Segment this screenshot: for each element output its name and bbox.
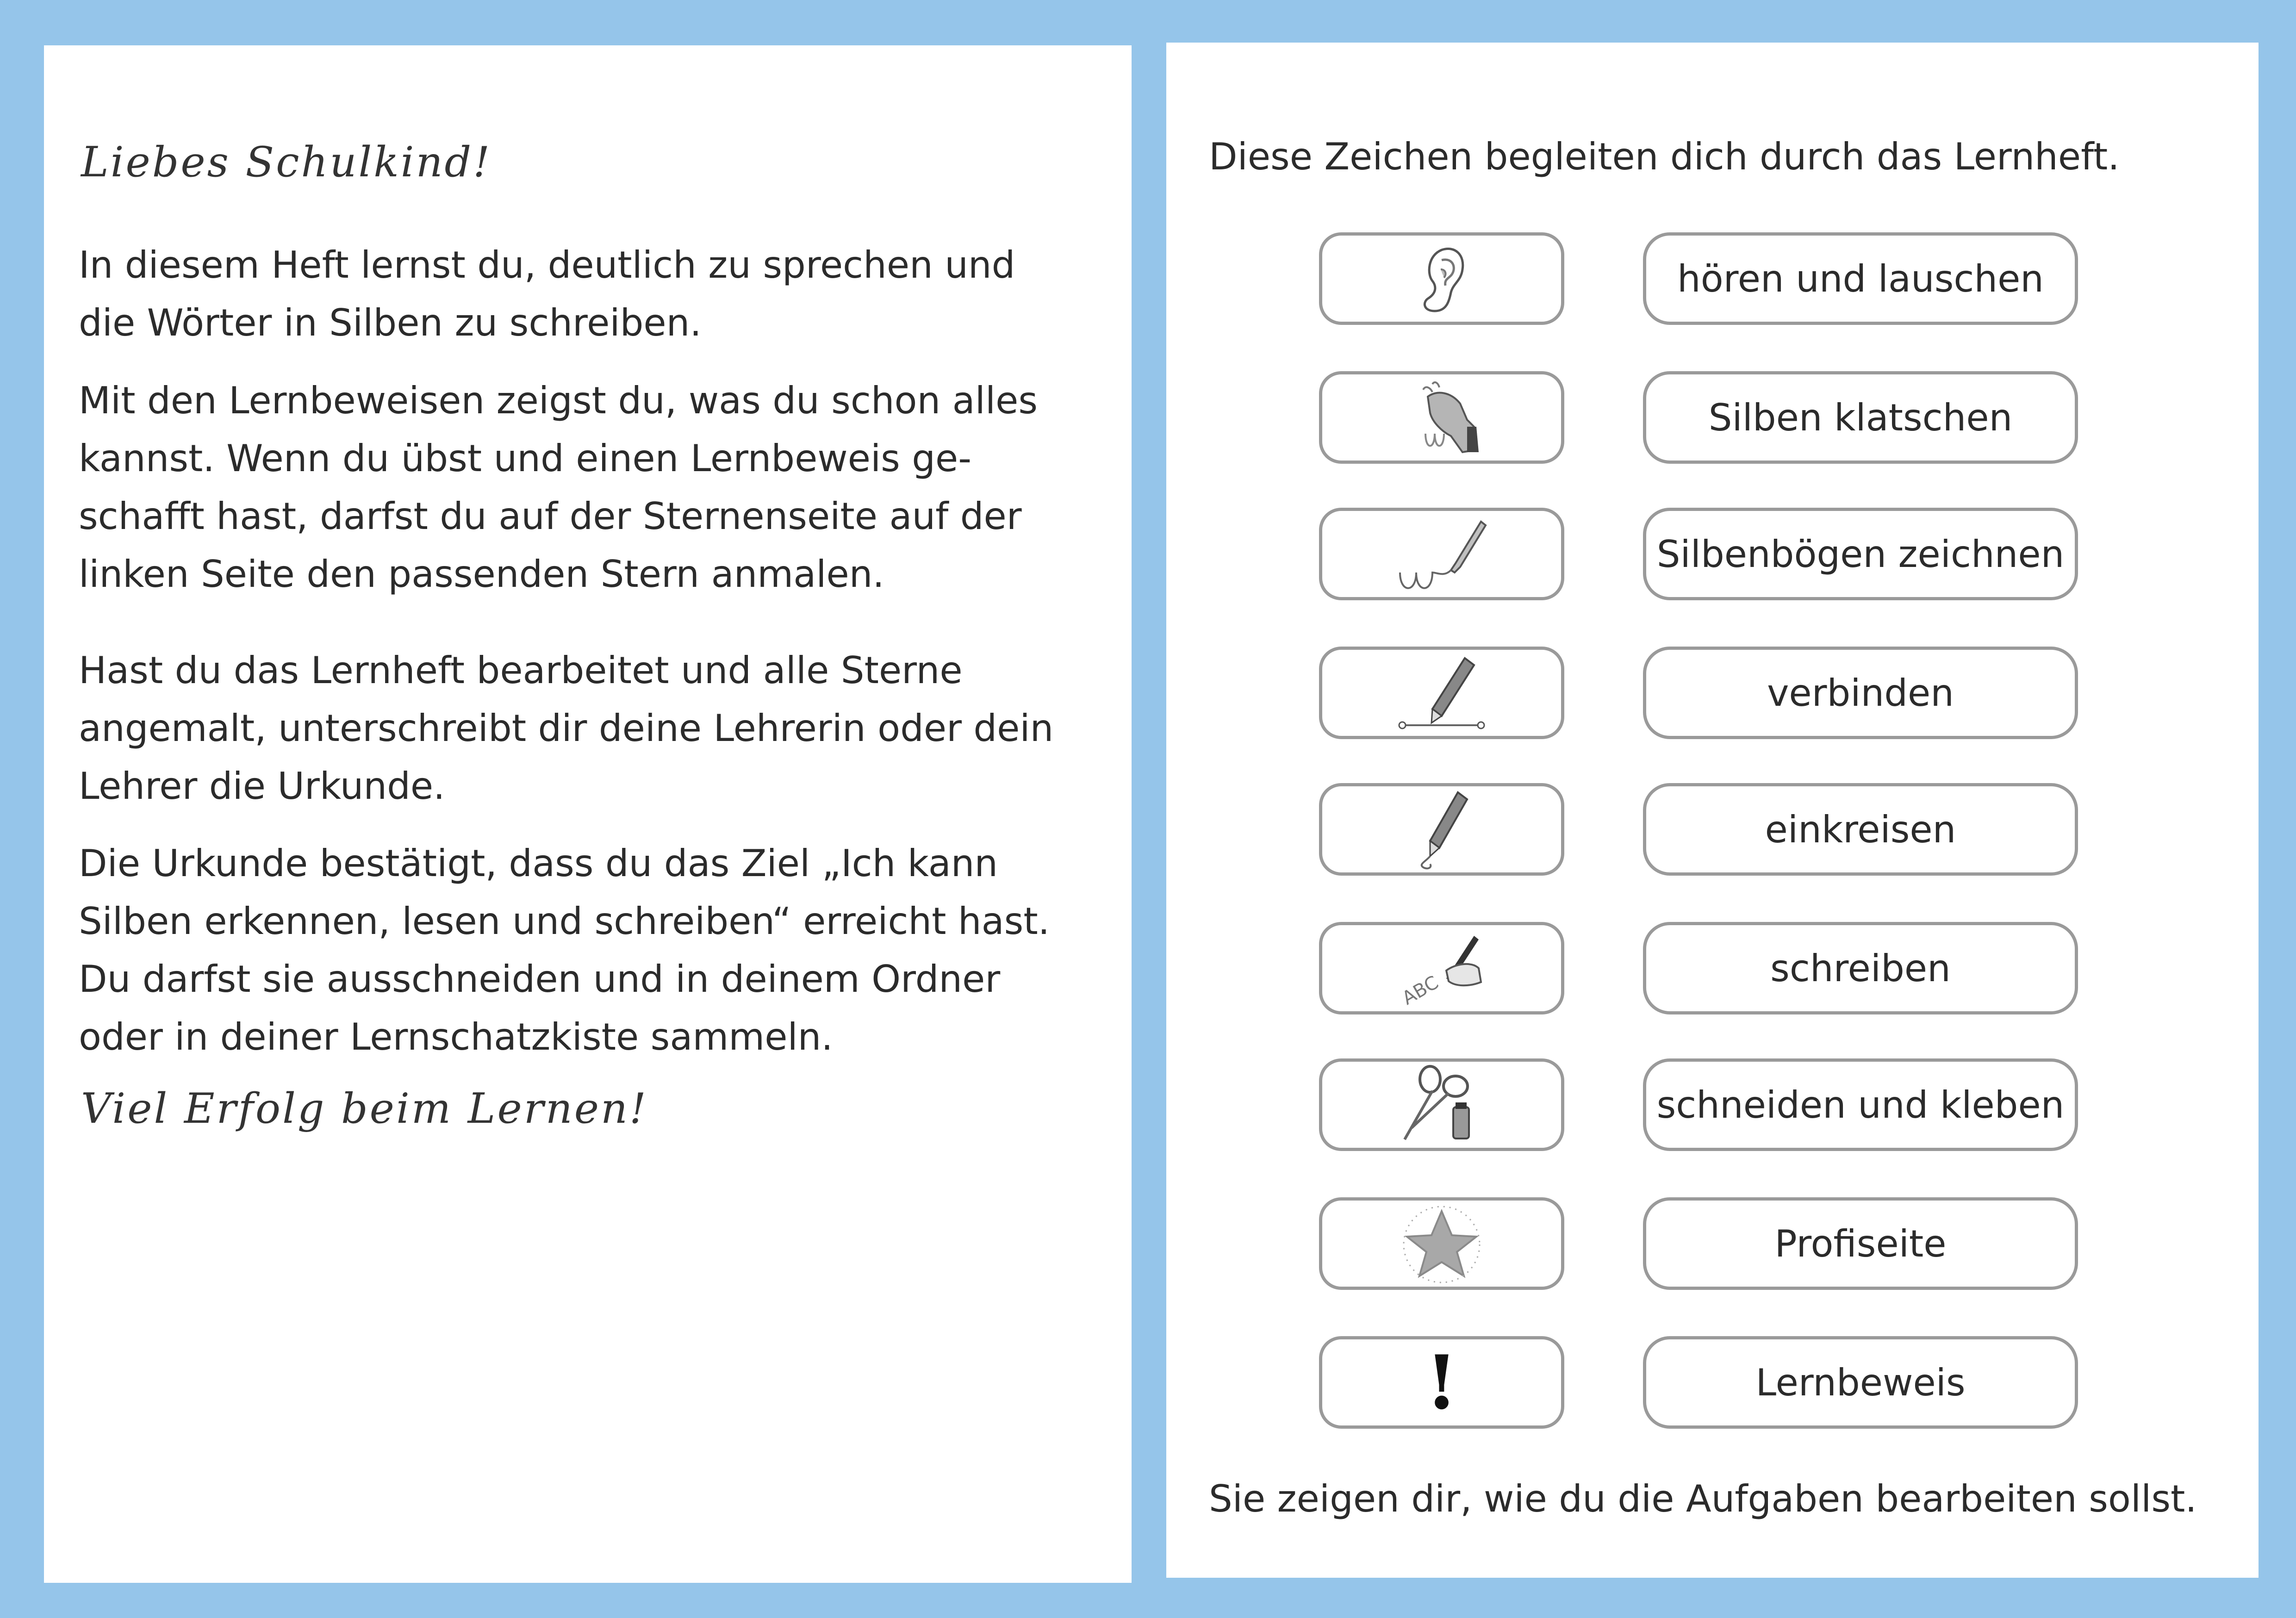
symbol-row xyxy=(1166,922,2259,1019)
symbol-icon-box xyxy=(1319,508,1564,600)
symbol-row xyxy=(1166,647,2259,744)
text-line: Die Urkunde bestätigt, dass du das Ziel „Ich kann xyxy=(79,842,998,885)
symbol-label: schneiden und kleben xyxy=(1643,1058,2078,1151)
symbol-row xyxy=(1166,1058,2259,1156)
symbol-row xyxy=(1166,508,2259,605)
intro-text: Diese Zeichen begleiten dich durch das Lernheft. xyxy=(1209,135,2120,178)
text-line: oder in deiner Lernschatzkiste sammeln. xyxy=(79,1015,833,1058)
pencil-connect-icon xyxy=(1386,651,1497,734)
text-line: Hast du das Lernheft bearbeitet und alle Sterne xyxy=(79,649,963,692)
symbol-row xyxy=(1166,371,2259,468)
paragraph-4 xyxy=(79,834,1111,1066)
pencil-circle-icon xyxy=(1386,788,1497,871)
text-line: schafft hast, darfst du auf der Sternenseite auf der xyxy=(79,495,1022,538)
text-line: Du darfst sie ausschneiden und in deinem Ordner xyxy=(79,958,1001,1001)
symbol-icon-box xyxy=(1319,1336,1564,1429)
symbol-label: hören und lauschen xyxy=(1643,232,2078,325)
exclamation-icon: ! xyxy=(1425,1339,1458,1426)
paragraph-2 xyxy=(79,372,1111,603)
text-line: Mit den Lernbeweisen zeigst du, was du schon alles xyxy=(79,379,1038,422)
symbol-label: Lernbeweis xyxy=(1643,1336,2078,1429)
symbol-icon-box xyxy=(1319,232,1564,325)
scissors-glue-icon xyxy=(1386,1063,1497,1146)
symbol-label: einkreisen xyxy=(1643,783,2078,876)
symbol-icon-box xyxy=(1319,922,1564,1014)
paragraph-3 xyxy=(79,641,1111,815)
symbol-row xyxy=(1166,1197,2259,1294)
left-page xyxy=(44,45,1132,1583)
outro-text: Sie zeigen dir, wie du die Aufgaben bearbeiten sollst. xyxy=(1209,1477,2197,1520)
paragraph-1 xyxy=(79,236,1111,352)
symbol-row xyxy=(1166,783,2259,880)
symbol-icon-box xyxy=(1319,783,1564,876)
text-line: linken Seite den passenden Stern anmalen. xyxy=(79,553,884,596)
text-line: In diesem Heft lernst du, deutlich zu sprechen und xyxy=(79,243,1015,286)
greeting-heading: Liebes Schulkind! xyxy=(81,138,492,187)
symbol-label: Silbenbögen zeichnen xyxy=(1643,508,2078,600)
symbol-row xyxy=(1166,1336,2259,1433)
hand-writing-icon xyxy=(1386,927,1497,1010)
clapping-hands-icon xyxy=(1386,376,1497,459)
symbol-icon-box xyxy=(1319,1058,1564,1151)
star-icon xyxy=(1386,1202,1497,1285)
closing-line: Viel Erfolg beim Lernen! xyxy=(81,1084,648,1133)
text-line: kannst. Wenn du übst und einen Lernbeweis ge- xyxy=(79,437,972,480)
symbol-icon-box xyxy=(1319,1197,1564,1290)
symbol-label: schreiben xyxy=(1643,922,2078,1014)
svg-text:ABC: ABC xyxy=(1399,971,1443,1009)
symbol-label: Profiseite xyxy=(1643,1197,2078,1290)
text-line: angemalt, unterschreibt dir deine Lehrerin oder dein xyxy=(79,707,1054,750)
symbol-label: verbinden xyxy=(1643,647,2078,739)
symbol-icon-box xyxy=(1319,371,1564,464)
symbol-icon-box xyxy=(1319,647,1564,739)
text-line: Silben erkennen, lesen und schreiben“ erreicht hast. xyxy=(79,900,1050,943)
ear-icon xyxy=(1386,237,1497,320)
symbol-label: Silben klatschen xyxy=(1643,371,2078,464)
right-page xyxy=(1166,43,2259,1578)
symbol-row xyxy=(1166,232,2259,330)
pen-syllable-arcs-icon xyxy=(1386,512,1497,596)
text-line: die Wörter in Silben zu schreiben. xyxy=(79,301,702,344)
text-line: Lehrer die Urkunde. xyxy=(79,765,445,808)
